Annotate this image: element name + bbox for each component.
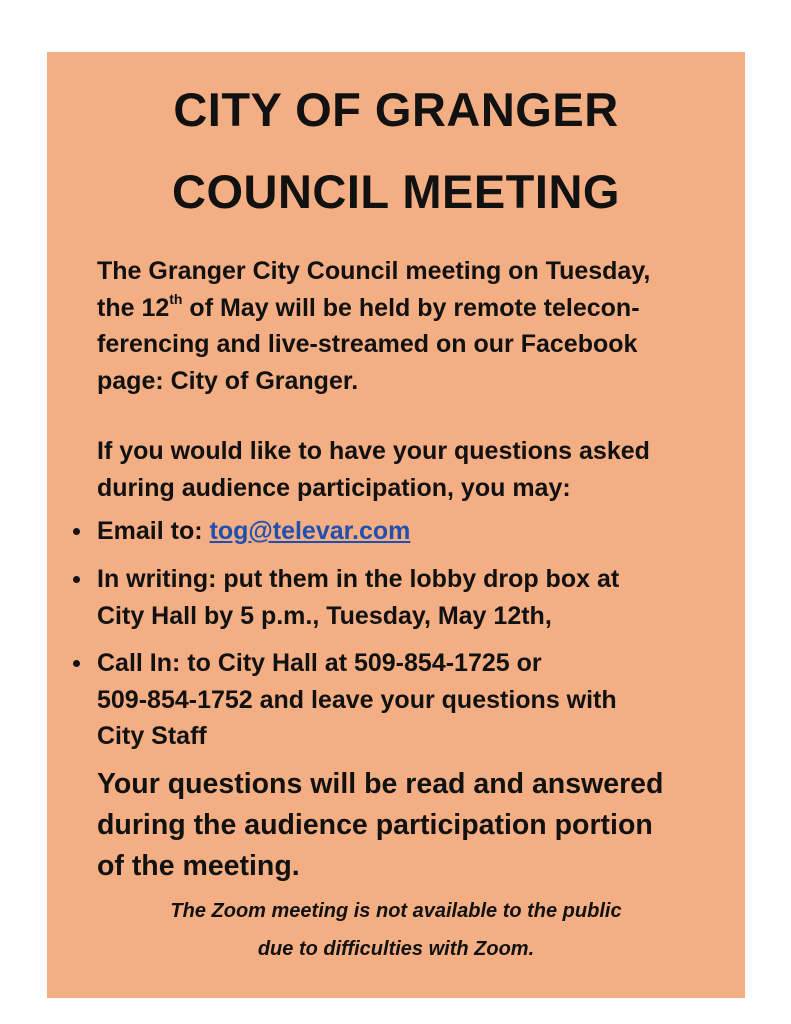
questions-intro-line-2: during audience participation, you may: (97, 473, 571, 502)
email-link[interactable]: tog@televar.com (209, 517, 411, 545)
title-line-2: COUNCIL MEETING (172, 165, 620, 218)
list-item-email (97, 513, 717, 550)
answer-line-1: Your questions will be read and answered (97, 768, 664, 800)
call-line-2: 509-854-1752 and leave your questions with (97, 685, 617, 714)
call-line-1: Call In: to City Hall at 509-854-1725 or (97, 649, 542, 677)
intro-line-2-start: the 12 (97, 293, 170, 322)
ordinal-suffix: th (169, 291, 183, 308)
zoom-note-line-2: due to difficulties with Zoom. (257, 938, 535, 960)
intro-line-1: The Granger City Council meeting on Tuesday, (97, 257, 651, 285)
answer-line-3: of the meeting. (97, 850, 300, 882)
title-line-1: CITY OF GRANGER (173, 83, 619, 136)
answer-line-2: during the audience participation portion (97, 809, 653, 841)
flyer (47, 52, 745, 998)
answer-statement (97, 764, 717, 887)
questions-intro (97, 433, 717, 506)
bullet-icon (73, 528, 80, 535)
writing-line-2: City Hall by 5 p.m., Tuesday, May 12th, (97, 601, 552, 630)
bullet-icon (73, 576, 80, 583)
list-item-call-in (97, 645, 717, 755)
intro-line-4: page: City of Granger. (97, 366, 359, 395)
writing-line-1: In writing: put them in the lobby drop box at (97, 565, 620, 593)
zoom-note (47, 892, 745, 968)
bullet-icon (73, 660, 80, 667)
zoom-note-line-1: The Zoom meeting is not available to the public (170, 900, 622, 922)
intro-line-3: ferencing and live-streamed on our Facebook (97, 330, 638, 358)
intro-line-2 (97, 290, 717, 327)
call-line-3: City Staff (97, 722, 207, 750)
intro-line-2-end: of May will be held by remote telecon- (182, 293, 640, 322)
list-item-writing (97, 561, 717, 634)
questions-intro-line-1: If you would like to have your questions asked (97, 437, 650, 465)
intro-paragraph (97, 253, 717, 399)
email-label: Email to: (97, 517, 210, 545)
